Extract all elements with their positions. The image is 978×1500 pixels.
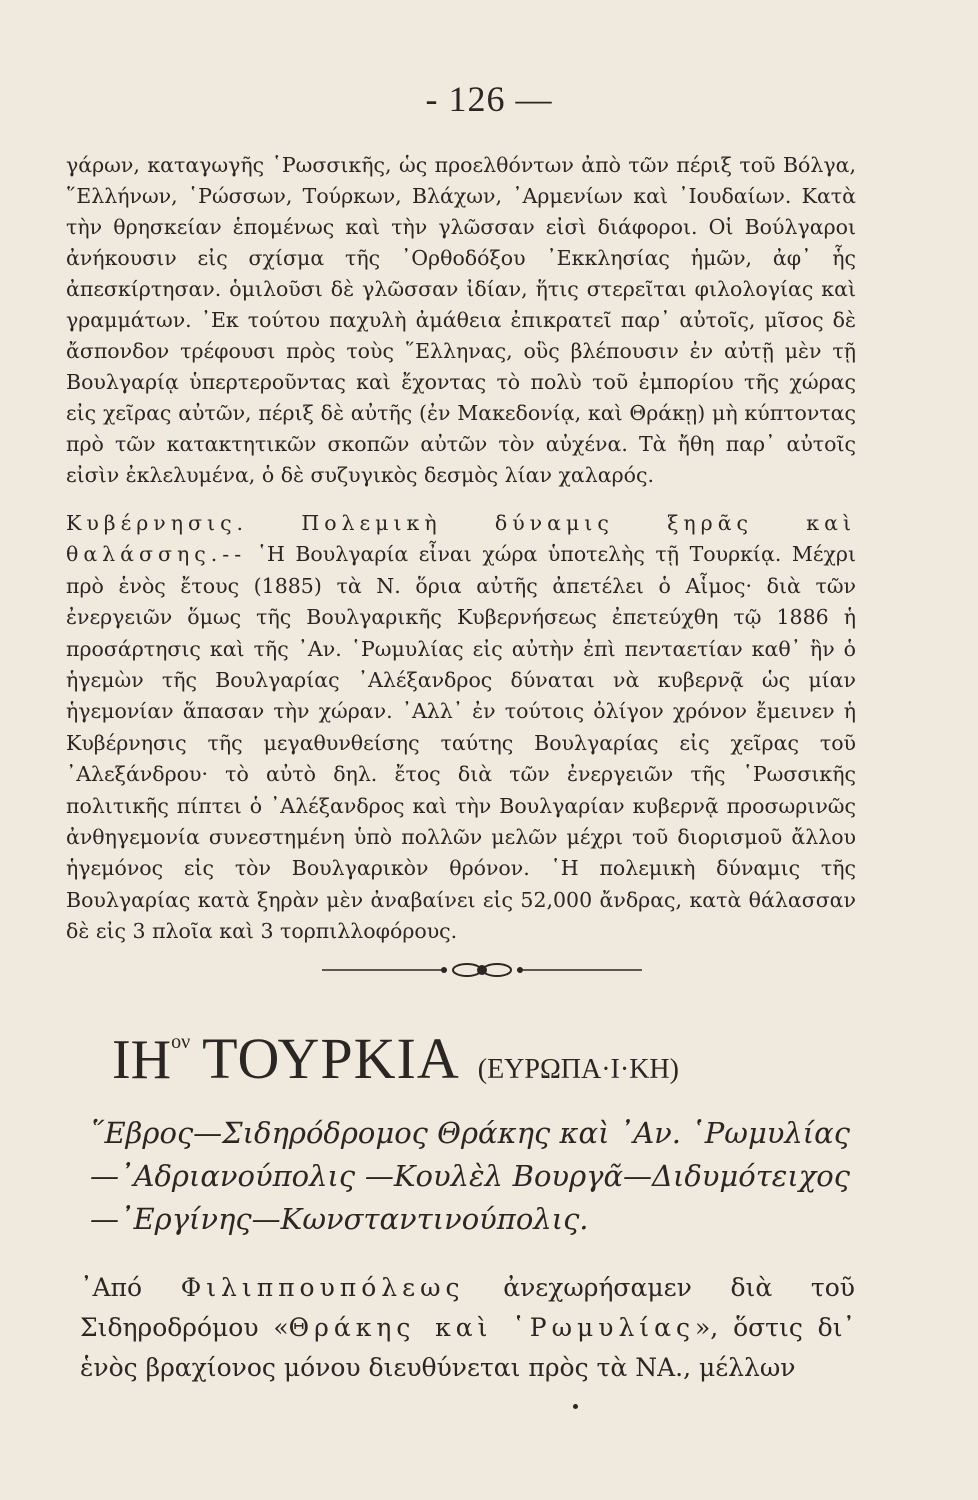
paragraph-population: γάρων, καταγωγῆς ῾Ρωσσικῆς, ὡς προελθόντων ἀπὸ τῶν πέριξ τοῦ Βόλγα, ῞Ελλήνων, ῾Ρώσσων, Τούρκων, Βλάχων, ᾽Αρμενίων καὶ ᾽Ιουδαίων. Κατὰ τὴν θρησκείαν ἑπομένως καὶ τὴν γλῶσσαν εἰσὶ διάφοροι. Οἱ Βούλγαροι ἀνήκουσιν εἰς σχίσμα τῆς ᾽Ορθοδόξου ᾽Εκκλησίας ἡμῶν, ἀφ᾽ ἧς ἀπεσκίρτησαν. ὁμιλοῦσι δὲ γλῶσσαν ἰδίαν, ἥτις στερεῖται φιλολογίας καὶ γραμμάτων. ᾽Εκ τούτου παχυλὴ ἀμάθεια ἐπικρατεῖ παρ᾽ αὐτοῖς, μῖσος δὲ ἄσπονδον τρέφουσι πρὸς τοὺς ῞Ελληνας, οὓς βλέπουσιν ἐν αὐτῇ μὲν τῇ Βουλγαρίᾳ ὑπερτεροῦντας καὶ ἔχοντας τὸ πολὺ τοῦ ἐμπορίου τῆς χώρας εἰς χεῖρας αὐτῶν, πέριξ δὲ αὐτῆς (ἐν Μακεδονίᾳ, καὶ Θράκῃ) μὴ κύπτοντας πρὸ τῶν κατακτητικῶν σκοπῶν αὐτῶν τὸν αὐχένα. Τὰ ἤθη παρ᾽ αὐτοῖς εἰσὶν ἐκλελυμένα, ὁ δὲ συζυγικὸς δεσμὸς λίαν χαλαρός. [66, 153, 856, 487]
text-segment: ᾽Από [80, 1273, 181, 1302]
paragraph-government [66, 508, 856, 948]
chapter-summary: ῞Εβρος—Σιδηρόδρομος Θράκης καὶ ᾽Αν. ῾Ρωμυλίας—᾽Αδριανούπολις —Κουλὲλ Βουργᾶ—Διδυμότειχος—᾽Εργίνης—Κωνσταντινούπολις. [90, 1116, 850, 1236]
ink-speck [573, 1404, 578, 1409]
section-body-text: ῾Η Βουλγαρία εἶναι χώρα ὑποτελὴς τῇ Τουρκίᾳ. Μέχρι πρὸ ἑνὸς ἔτους (1885) τὰ Ν. ὅρια αὐτῆς ἀπετέλει ὁ Αἷμος· διὰ τῶν ἐνεργειῶν ὅμως τῆς Βουλγαρικῆς Κυβερνήσεως ἐπετεύχθη τῷ 1886 ἡ προσάρτησις καὶ τῆς ᾽Αν. ῾Ρωμυλίας εἰς αὐτὴν ἐπὶ πενταετίαν καθ᾽ ἣν ὁ ἡγεμὼν τῆς Βουλγαρίας ᾽Αλέξανδρος δύναται νὰ κυβερνᾷ ὡς μίαν ἡγεμονίαν ἅπασαν τὴν χώραν. ᾽Αλλ᾽ ἐν τούτοις ὀλίγον χρόνον ἔμεινεν ἡ Κυβέρνησις τῆς μεγαθυνθείσης ταύτης Βουλγαρίας εἰς χεῖρας τοῦ ᾽Αλεξάνδρου· τὸ αὐτὸ δηλ. ἔτος διὰ τῶν ἐνεργειῶν τῆς ῾Ρωσσικῆς πολιτικῆς πίπτει ὁ ᾽Αλέξανδρος καὶ τὴν Βουλγαρίαν κυβερνᾷ προσωρινῶς ἀνθηγεμονία συνεστημένη ὑπὸ πολλῶν μελῶν μέχρι τοῦ διορισμοῦ ἄλλου ἡγεμόνος εἰς τὸν Βουλγαρικὸν θρόνον. ῾Η πολεμικὴ δύναμις τῆς Βουλγαρίας κατὰ ξηρὰν μὲν ἀναβαίνει εἰς 52,000 ἄνδρας, κατὰ θάλασσαν δὲ εἰς 3 πλοῖα καὶ 3 τορπιλλοφόρους. [66, 542, 856, 944]
chapter-subtitle: (ΕΥΡΩΠΑ·Ι·ΚΗ) [477, 1054, 679, 1085]
section-lead-heading: Κυβέρνησις. Πολεμικὴ δύναμις ξηρᾶς καὶ θαλάσσης.-- [66, 511, 856, 567]
ornament-divider-icon [322, 958, 642, 982]
chapter-ordinal-suffix: ον [171, 1031, 191, 1053]
chapter-title: ΤΟΥΡΚΙΑ [202, 1026, 460, 1091]
text-segment: », ὅστις δι᾽ ἑνὸς βραχίονος μόνου διευθύνεται πρὸς τὰ ΝΑ., μέλλων [80, 1313, 855, 1382]
chapter-heading [112, 1025, 862, 1092]
spaced-railway-name: Θράκης καὶ ῾Ρωμυλίας [288, 1313, 695, 1342]
paragraph-departure [80, 1268, 855, 1388]
text-segment: ἀνεχωρήσαμεν διὰ τοῦ Σιδηροδρόμου « [80, 1273, 855, 1342]
chapter-number: ΙΗ [112, 1029, 172, 1091]
spaced-city-name: Φιλιππουπόλεως [180, 1273, 465, 1302]
page-number: - 126 — [425, 79, 553, 119]
